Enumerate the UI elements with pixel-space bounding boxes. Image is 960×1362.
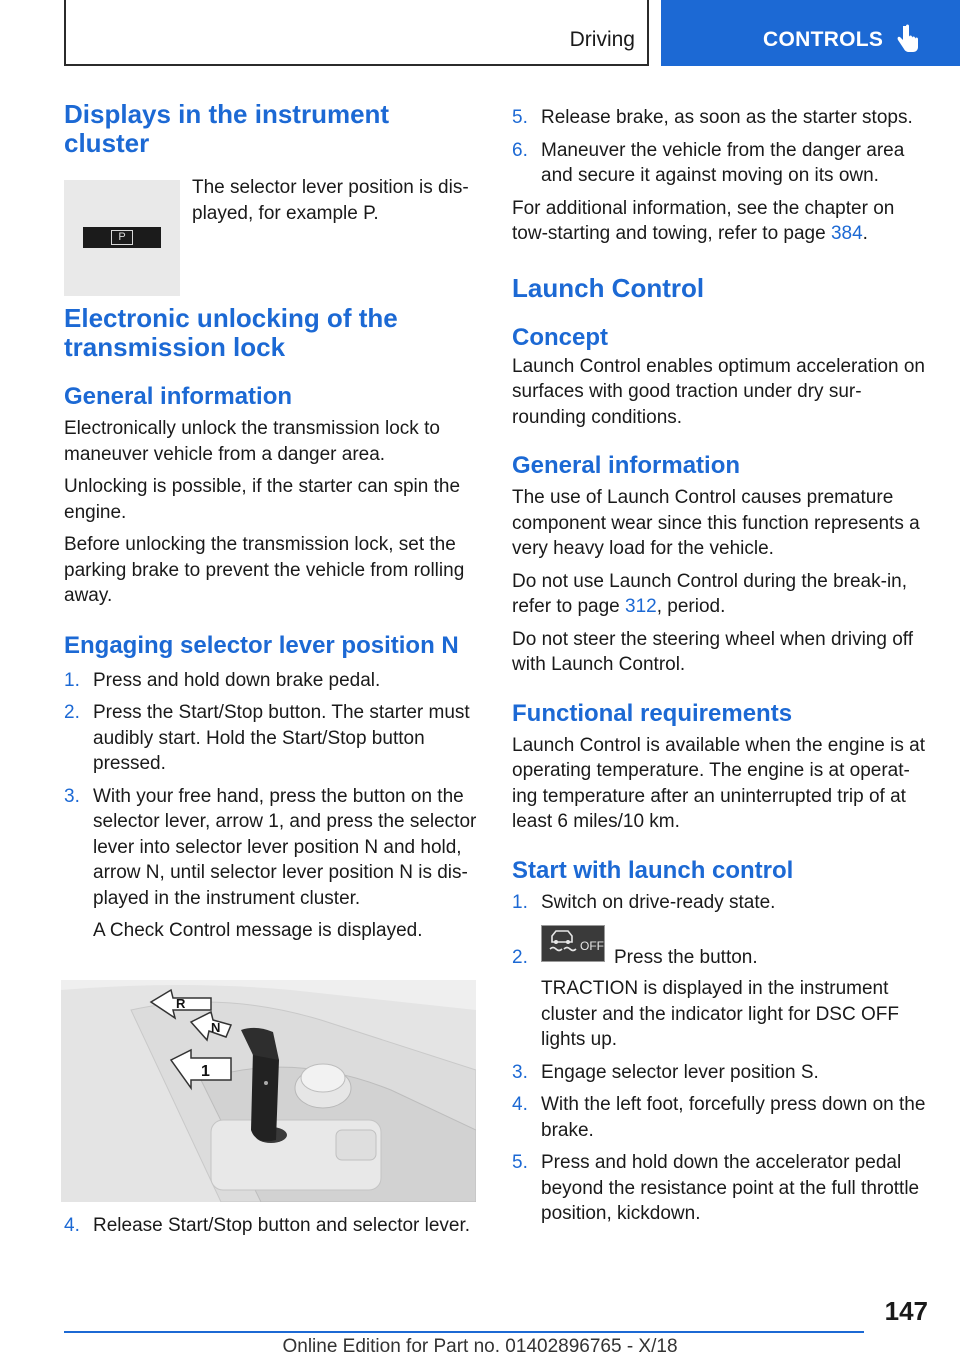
selector-display-text: The selector lever position is dis‐played, for example P. bbox=[192, 177, 469, 224]
header-section-label: Driving bbox=[569, 28, 635, 51]
step-number: 4. bbox=[512, 1094, 528, 1115]
heading-launch-control: Launch Control bbox=[512, 272, 705, 303]
footer-rule bbox=[64, 1331, 864, 1333]
step-text: With your free hand, press the button on the selector lever, arrow 1, and press the selector lever into selector lever position N and hold, arrow N, until selector lever position N is dis‐played in the instrument cluster. bbox=[93, 785, 477, 909]
list-item bbox=[64, 1213, 480, 1239]
page-number: 147 bbox=[884, 1296, 928, 1326]
list-item bbox=[512, 1060, 932, 1086]
heading-engaging-n: Engaging selector lever position N bbox=[64, 631, 459, 659]
edition-footer: Online Edition for Part no. 01402896765 - X/18 bbox=[282, 1336, 678, 1357]
list-item bbox=[512, 105, 932, 131]
dsc-off-label: OFF bbox=[580, 939, 604, 953]
step-number: 3. bbox=[64, 785, 80, 807]
general-text-2: Unlocking is possible, if the starter can spin the engine. bbox=[64, 476, 461, 523]
step-text: Maneuver the vehicle from the danger area and secure it against moving on its own. bbox=[541, 139, 905, 186]
heading-general-information-right: General information bbox=[512, 452, 741, 479]
step-number: 5. bbox=[512, 1152, 528, 1173]
break-in-suffix: , period. bbox=[656, 596, 726, 617]
additional-info-prefix: For additional information, see the chapter on tow-starting and towing, refer to page bbox=[512, 197, 895, 244]
general-right-text-1: The use of Launch Control causes premature component wear since this function represents a very heavy load for the vehicle. bbox=[512, 487, 920, 559]
list-item bbox=[64, 668, 480, 694]
list-item bbox=[512, 890, 932, 916]
page-link-384[interactable]: 384 bbox=[830, 223, 863, 244]
header-chapter-label: CONTROLS bbox=[763, 28, 884, 51]
heading-electronic-unlocking: Electronic unlocking of the transmission lock bbox=[64, 303, 398, 362]
engaging-steps-list bbox=[64, 668, 480, 944]
list-item bbox=[64, 700, 480, 777]
selector-position-letter: P bbox=[111, 230, 133, 245]
header-chapter-tab bbox=[661, 0, 960, 66]
step-number: 4. bbox=[64, 1215, 80, 1236]
selector-lever-illustration bbox=[61, 980, 476, 1202]
step-text: Press and hold down brake pedal. bbox=[93, 669, 381, 691]
hand-pointer-icon bbox=[896, 24, 920, 56]
step-number: 6. bbox=[512, 139, 528, 161]
list-item bbox=[512, 1092, 932, 1143]
step-number: 5. bbox=[512, 107, 528, 128]
step-text: Press the Start/Stop button. The starter must audibly start. Hold the Start/Stop button pressed. bbox=[93, 702, 470, 774]
step-note bbox=[512, 976, 932, 1053]
check-control-note: A Check Control message is displayed. bbox=[93, 920, 423, 941]
step-text: Release brake, as soon as the starter stops. bbox=[541, 107, 913, 128]
list-item bbox=[512, 1150, 932, 1227]
traction-note: TRACTION is displayed in the instrument cluster and the indicator light for DSC OFF lights up. bbox=[541, 978, 899, 1050]
header-section-tab bbox=[64, 0, 649, 66]
general-right-text-3: Do not steer the steering wheel when driving off with Launch Control. bbox=[512, 628, 913, 675]
functional-text: Launch Control is available when the engine is at operating temperature. The engine is at operat‐ing temperature after an uninterrupted trip of at least 6 miles/10 km. bbox=[512, 734, 925, 832]
step-text: Switch on drive-ready state. bbox=[541, 891, 776, 913]
list-item bbox=[512, 138, 932, 189]
general-text-3: Before unlocking the transmission lock, set the parking brake to prevent the vehicle from rolling away. bbox=[64, 534, 465, 606]
heading-general-information: General information bbox=[64, 383, 293, 410]
additional-info-text bbox=[512, 196, 932, 247]
step-text: With the left foot, forcefully press down on the brake. bbox=[541, 1094, 926, 1141]
step-text: Press and hold down the accelerator pedal beyond the resistance point at the full throttle position, kickdown. bbox=[541, 1152, 920, 1224]
dsc-off-icon bbox=[542, 926, 604, 961]
dsc-off-button-image bbox=[541, 925, 605, 962]
heading-displays: Displays in the instrument cluster bbox=[64, 99, 390, 158]
arrow-label-r: R bbox=[176, 996, 186, 1011]
heading-start-launch-control: Start with launch control bbox=[512, 856, 794, 884]
step-note bbox=[64, 918, 480, 944]
heading-concept: Concept bbox=[512, 323, 608, 351]
heading-functional-requirements: Functional requirements bbox=[512, 699, 793, 727]
arrow-label-n: N bbox=[211, 1020, 221, 1035]
step-number: 3. bbox=[512, 1061, 528, 1083]
additional-info-suffix: . bbox=[862, 223, 868, 244]
concept-text: Launch Control enables optimum acceleration on surfaces with good traction under dry sur‐rounding conditions. bbox=[512, 355, 925, 428]
list-item bbox=[64, 784, 480, 912]
step-number: 2. bbox=[512, 947, 528, 968]
selector-lever-drawing bbox=[61, 980, 476, 1202]
arrow-label-1: 1 bbox=[201, 1063, 210, 1080]
step-text: Release Start/Stop button and selector lever. bbox=[93, 1215, 471, 1236]
right-column bbox=[512, 105, 932, 1227]
step-text: Engage selector lever position S. bbox=[541, 1061, 819, 1083]
list-item bbox=[512, 937, 932, 971]
break-in-prefix: Do not use Launch Control during the break-in, refer to page bbox=[512, 570, 908, 617]
general-text-1: Electronically unlock the transmission lock to maneuver vehicle from a danger area. bbox=[64, 418, 440, 465]
step-text: Press the button. bbox=[614, 947, 758, 968]
step-number: 1. bbox=[64, 669, 80, 691]
page-link-312[interactable]: 312 bbox=[625, 596, 657, 617]
step-number: 2. bbox=[64, 702, 80, 723]
step-number: 1. bbox=[512, 891, 528, 913]
left-column bbox=[64, 100, 480, 944]
general-right-text-2 bbox=[512, 569, 932, 620]
